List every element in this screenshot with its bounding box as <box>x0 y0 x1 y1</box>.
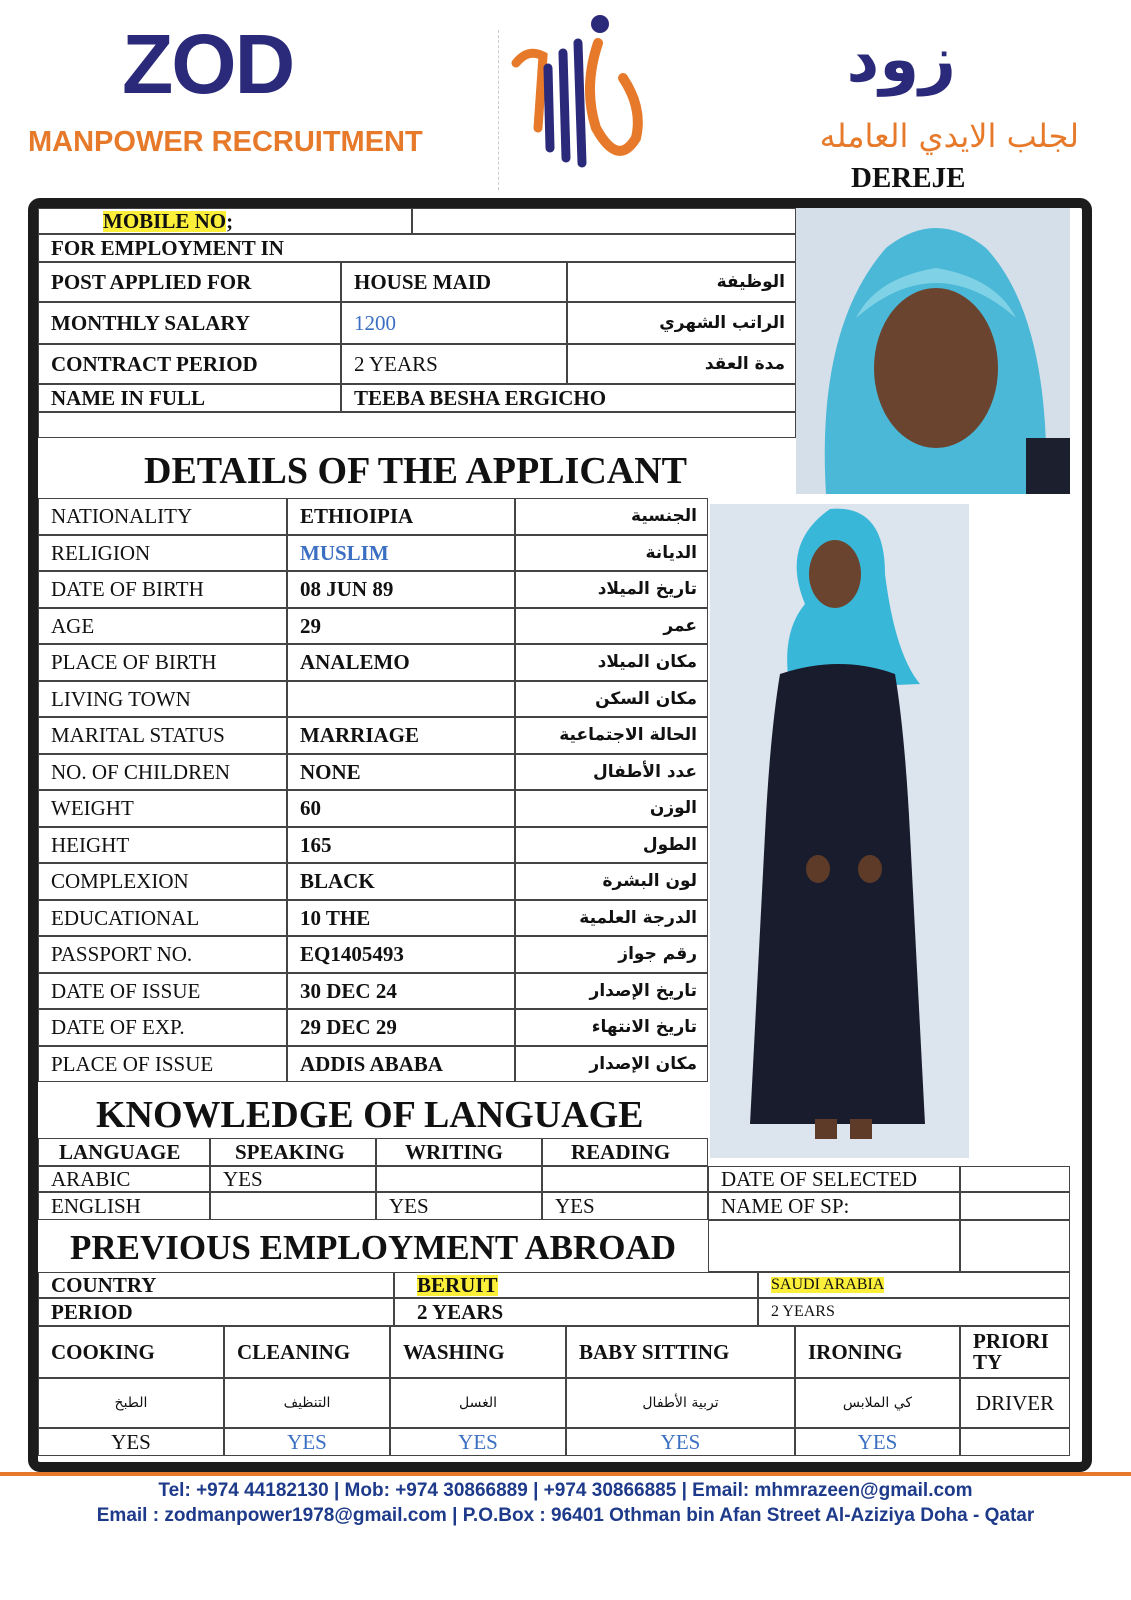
marital-status-value: MARRIAGE <box>287 717 515 754</box>
cooking-arabic: الطبخ <box>38 1378 224 1428</box>
place-of-issue-arabic: مكان الإصدار <box>515 1046 708 1082</box>
contract-period-value: 2 YEARS <box>341 344 567 384</box>
brand-subtitle-arabic: لجلب الايدي العامله <box>819 117 1079 155</box>
footer-divider <box>0 1472 1131 1476</box>
weight-value: 60 <box>287 790 515 827</box>
brand-logo-text: ZOD <box>122 17 294 111</box>
priority-header: PRIORI TY <box>960 1326 1070 1378</box>
date-of-issue-value: 30 DEC 24 <box>287 973 515 1009</box>
monthly-salary-value: 1200 <box>341 302 567 344</box>
children-value: NONE <box>287 754 515 790</box>
complexion-arabic: لون البشرة <box>515 863 708 900</box>
date-of-birth-label: DATE OF BIRTH <box>38 571 287 608</box>
height-arabic: الطول <box>515 827 708 863</box>
brand-mark-icon <box>508 8 643 178</box>
cooking-value: YES <box>38 1428 224 1456</box>
arabic-language: ARABIC <box>38 1166 210 1192</box>
applicant-portrait-photo <box>796 208 1070 494</box>
post-applied-label: POST APPLIED FOR <box>38 262 341 302</box>
name-in-full-label: NAME IN FULL <box>38 384 341 412</box>
complexion-value: BLACK <box>287 863 515 900</box>
date-of-birth-value: 08 JUN 89 <box>287 571 515 608</box>
ironing-value: YES <box>795 1428 960 1456</box>
religion-value: MUSLIM <box>287 535 515 571</box>
living-town-value <box>287 681 515 717</box>
contract-period-label: CONTRACT PERIOD <box>38 344 341 384</box>
date-of-exp-arabic: تاريخ الانتهاء <box>515 1009 708 1046</box>
language-title: KNOWLEDGE OF LANGUAGE <box>96 1094 644 1136</box>
religion-label: RELIGION <box>38 535 287 571</box>
washing-value: YES <box>390 1428 566 1456</box>
applicant-full-photo <box>710 504 969 1158</box>
cooking-header: COOKING <box>38 1326 224 1378</box>
age-value: 29 <box>287 608 515 644</box>
baby-sitting-value: YES <box>566 1428 795 1456</box>
language-header: LANGUAGE <box>38 1138 210 1166</box>
cleaning-value: YES <box>224 1428 390 1456</box>
ironing-arabic: كي الملابس <box>795 1378 960 1428</box>
office-name: DEREJE <box>851 162 966 194</box>
children-label: NO. OF CHILDREN <box>38 754 287 790</box>
footer-contact-line: Tel: +974 44182130 | Mob: +974 30866889 | +974 30866885 | Email: mhmrazeen@gmail.com <box>158 1480 973 1501</box>
marital-status-arabic: الحالة الاجتماعية <box>515 717 708 754</box>
country-2-cell <box>758 1272 1070 1298</box>
country-1-value: BERUIT <box>417 1272 498 1297</box>
washing-arabic: الغسل <box>390 1378 566 1428</box>
place-of-birth-value: ANALEMO <box>287 644 515 681</box>
period-2-value: 2 YEARS <box>758 1298 1070 1326</box>
english-speaking <box>210 1192 376 1220</box>
educational-value: 10 THE <box>287 900 515 936</box>
age-arabic: عمر <box>515 608 708 644</box>
blank-row <box>38 412 796 438</box>
driver-label: DRIVER <box>960 1378 1070 1428</box>
header-divider <box>498 30 499 190</box>
period-label: PERIOD <box>38 1298 394 1326</box>
educational-label: EDUCATIONAL <box>38 900 287 936</box>
country-2-value: SAUDI ARABIA <box>771 1276 885 1293</box>
ironing-header: IRONING <box>795 1326 960 1378</box>
place-of-birth-label: PLACE OF BIRTH <box>38 644 287 681</box>
reading-header: READING <box>542 1138 708 1166</box>
living-town-arabic: مكان السكن <box>515 681 708 717</box>
for-employment-label: FOR EMPLOYMENT IN <box>38 234 796 262</box>
date-of-birth-arabic: تاريخ الميلاد <box>515 571 708 608</box>
height-label: HEIGHT <box>38 827 287 863</box>
height-value: 165 <box>287 827 515 863</box>
sp-extra-cell <box>708 1220 960 1272</box>
brand-logo-arabic: زود <box>846 23 956 97</box>
brand-subtitle: MANPOWER RECRUITMENT <box>28 126 423 158</box>
children-arabic: عدد الأطفال <box>515 754 708 790</box>
mobile-label-suffix: ; <box>226 208 234 233</box>
english-writing: YES <box>376 1192 542 1220</box>
age-label: AGE <box>38 608 287 644</box>
mobile-value <box>412 208 796 234</box>
passport-no-value: EQ1405493 <box>287 936 515 973</box>
name-in-full-value: TEEBA BESHA ERGICHO <box>341 384 796 412</box>
date-selected-value <box>960 1166 1070 1192</box>
passport-no-arabic: رقم جواز <box>515 936 708 973</box>
educational-arabic: الدرجة العلمية <box>515 900 708 936</box>
speaking-header: SPEAKING <box>210 1138 376 1166</box>
contract-period-arabic: مدة العقد <box>567 344 796 384</box>
place-of-birth-arabic: مكان الميلاد <box>515 644 708 681</box>
mobile-label-cell <box>38 208 412 234</box>
previous-employment-title: PREVIOUS EMPLOYMENT ABROAD <box>70 1228 677 1267</box>
complexion-label: COMPLEXION <box>38 863 287 900</box>
weight-arabic: الوزن <box>515 790 708 827</box>
date-of-issue-arabic: تاريخ الإصدار <box>515 973 708 1009</box>
arabic-speaking: YES <box>210 1166 376 1192</box>
religion-arabic: الديانة <box>515 535 708 571</box>
footer-address-line: Email : zodmanpower1978@gmail.com | P.O.Box : 96401 Othman bin Afan Street Al-Aziziya Doha - Qatar <box>96 1505 1035 1526</box>
place-of-issue-value: ADDIS ABABA <box>287 1046 515 1082</box>
priority-value <box>960 1428 1070 1456</box>
marital-status-label: MARITAL STATUS <box>38 717 287 754</box>
name-sp-value <box>960 1192 1070 1220</box>
date-of-exp-label: DATE OF EXP. <box>38 1009 287 1046</box>
date-of-exp-value: 29 DEC 29 <box>287 1009 515 1046</box>
place-of-issue-label: PLACE OF ISSUE <box>38 1046 287 1082</box>
details-title: DETAILS OF THE APPLICANT <box>144 450 688 492</box>
weight-label: WEIGHT <box>38 790 287 827</box>
mobile-label: MOBILE NO <box>103 208 227 233</box>
english-reading: YES <box>542 1192 708 1220</box>
country-1-cell <box>394 1272 758 1298</box>
washing-header: WASHING <box>390 1326 566 1378</box>
baby-sitting-arabic: تربية الأطفال <box>566 1378 795 1428</box>
date-selected-label: DATE OF SELECTED <box>708 1166 960 1192</box>
monthly-salary-label: MONTHLY SALARY <box>38 302 341 344</box>
nationality-arabic: الجنسية <box>515 498 708 535</box>
period-1-value: 2 YEARS <box>394 1298 758 1326</box>
writing-header: WRITING <box>376 1138 542 1166</box>
english-language: ENGLISH <box>38 1192 210 1220</box>
cleaning-header: CLEANING <box>224 1326 390 1378</box>
post-applied-value: HOUSE MAID <box>341 262 567 302</box>
application-sheet <box>38 208 1082 1462</box>
date-of-issue-label: DATE OF ISSUE <box>38 973 287 1009</box>
passport-no-label: PASSPORT NO. <box>38 936 287 973</box>
living-town-label: LIVING TOWN <box>38 681 287 717</box>
sp-extra-cell-2 <box>960 1220 1070 1272</box>
baby-sitting-header: BABY SITTING <box>566 1326 795 1378</box>
nationality-value: ETHIOIPIA <box>287 498 515 535</box>
nationality-label: NATIONALITY <box>38 498 287 535</box>
monthly-salary-arabic: الراتب الشهري <box>567 302 796 344</box>
name-sp-label: NAME OF SP: <box>708 1192 960 1220</box>
country-label: COUNTRY <box>38 1272 394 1298</box>
arabic-writing <box>376 1166 542 1192</box>
cleaning-arabic: التنظيف <box>224 1378 390 1428</box>
arabic-reading <box>542 1166 708 1192</box>
post-applied-arabic: الوظيفة <box>567 262 796 302</box>
